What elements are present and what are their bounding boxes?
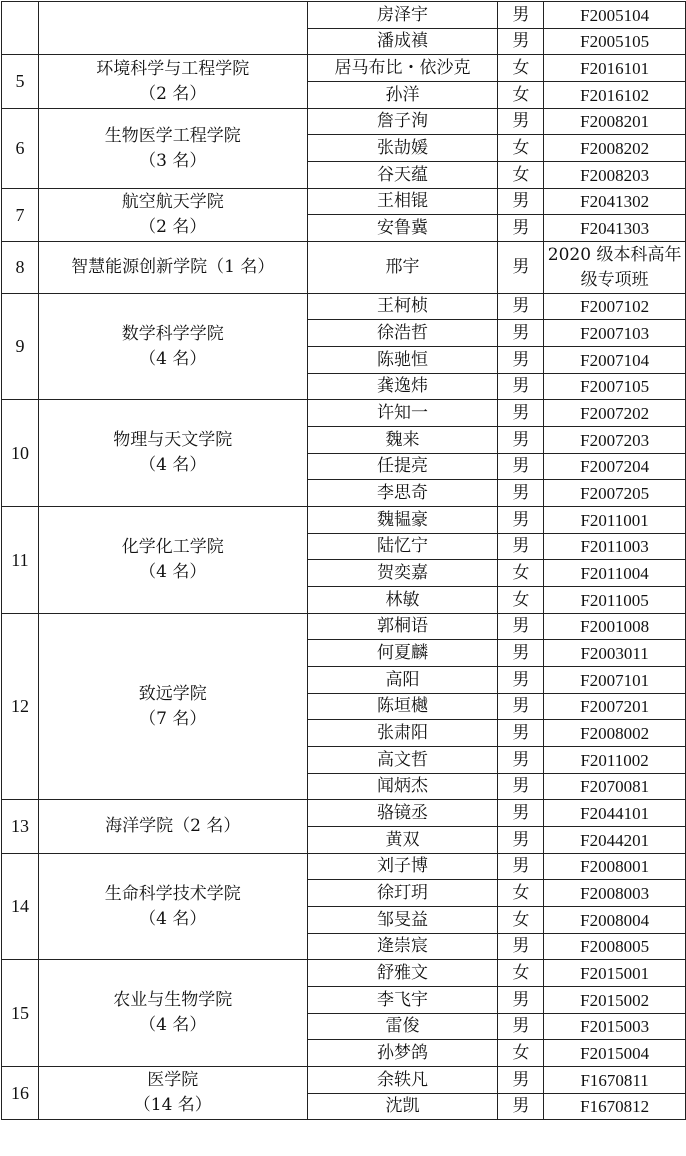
college-name (38, 614, 307, 800)
table-row (2, 1067, 686, 1094)
table-row (2, 2, 686, 29)
student-gender: 女 (498, 587, 544, 614)
college-quota: （4 名） (139, 1015, 207, 1035)
student-gender: 男 (498, 507, 544, 534)
college-quota: （2 名） (139, 83, 207, 104)
student-name: 骆镜丞 (307, 800, 498, 827)
student-gender: 男 (498, 1014, 544, 1040)
college-quota: （4 名） (139, 562, 207, 582)
student-gender: 女 (498, 880, 544, 907)
student-id: F2070081 (544, 774, 686, 800)
student-name: 舒雅文 (307, 960, 498, 987)
sequence-number: 10 (2, 400, 39, 507)
college-name (38, 189, 307, 242)
college-title: 致远学院 (138, 683, 207, 704)
student-gender: 女 (498, 162, 544, 189)
student-gender: 男 (498, 480, 544, 507)
college-name (38, 507, 307, 614)
student-name: 逄崇宸 (307, 934, 498, 960)
college-title: 生物医学工程学院 (104, 125, 241, 146)
student-name: 房泽宇 (307, 2, 498, 29)
student-id: F2015001 (544, 960, 686, 987)
table-row (2, 854, 686, 880)
student-id: F2007101 (544, 667, 686, 694)
college-name (38, 109, 307, 189)
student-name: 王柯桢 (307, 294, 498, 320)
student-id: F2005104 (544, 2, 686, 29)
college-quota: （14 名） (133, 1095, 212, 1115)
student-gender: 男 (498, 29, 544, 55)
college-name (38, 242, 307, 294)
student-name: 贺奕嘉 (307, 560, 498, 587)
student-name: 何夏麟 (307, 640, 498, 667)
student-id: F2008002 (544, 720, 686, 747)
student-name: 高文哲 (307, 747, 498, 774)
student-id: F1670812 (544, 1094, 686, 1120)
student-gender: 男 (498, 934, 544, 960)
student-id: F2015004 (544, 1040, 686, 1067)
college-name (38, 854, 307, 960)
college-title: 医学院 (147, 1070, 199, 1090)
college-title: 环境科学与工程学院 (96, 58, 250, 79)
student-gender: 男 (498, 374, 544, 400)
student-id: F2011005 (544, 587, 686, 614)
student-class: 2020 级本科高年级专项班 (544, 242, 686, 294)
student-name: 林敏 (307, 587, 498, 614)
student-id: F2005105 (544, 29, 686, 55)
student-name: 邢宇 (307, 242, 498, 294)
student-id: F2007103 (544, 320, 686, 347)
table-row (2, 400, 686, 427)
table-row (2, 507, 686, 534)
sequence-number (2, 2, 39, 55)
student-name: 孙梦鸽 (307, 1040, 498, 1067)
student-name: 陈驰恒 (307, 347, 498, 374)
student-gender: 男 (498, 320, 544, 347)
student-gender: 男 (498, 747, 544, 774)
sequence-number: 13 (2, 800, 39, 854)
student-gender: 女 (498, 1040, 544, 1067)
student-id: F2011003 (544, 534, 686, 560)
student-gender: 男 (498, 667, 544, 694)
student-id: F2003011 (544, 640, 686, 667)
sequence-number: 11 (2, 507, 39, 614)
student-gender: 男 (498, 774, 544, 800)
student-name: 居马布比・依沙克 (307, 55, 498, 82)
student-gender: 男 (498, 800, 544, 827)
student-id: F2001008 (544, 614, 686, 640)
college-title: 化学化工学院 (121, 537, 224, 557)
student-id: F2007102 (544, 294, 686, 320)
student-name: 李思奇 (307, 480, 498, 507)
college-quota: （4 名） (139, 348, 207, 369)
student-name: 陆忆宁 (307, 534, 498, 560)
student-id: F2007204 (544, 454, 686, 480)
student-gender: 男 (498, 534, 544, 560)
student-gender: 男 (498, 109, 544, 135)
student-gender: 女 (498, 82, 544, 109)
college-name (38, 55, 307, 109)
table-row (2, 55, 686, 82)
student-id: F2044101 (544, 800, 686, 827)
student-name: 郭桐语 (307, 614, 498, 640)
award-list-table (1, 1, 686, 1120)
student-id: F2008003 (544, 880, 686, 907)
sequence-number: 15 (2, 960, 39, 1067)
student-name: 刘子博 (307, 854, 498, 880)
student-gender: 男 (498, 454, 544, 480)
student-name: 沈凯 (307, 1094, 498, 1120)
student-gender: 男 (498, 854, 544, 880)
sequence-number: 5 (2, 55, 39, 109)
student-gender: 男 (498, 2, 544, 29)
college-quota: （4 名） (139, 908, 207, 929)
student-id: F1670811 (544, 1067, 686, 1094)
college-quota: （2 名） (139, 217, 207, 237)
student-id: F2007205 (544, 480, 686, 507)
college-name (38, 960, 307, 1067)
student-name: 余轶凡 (307, 1067, 498, 1094)
college-title: 海洋学院（2 名） (105, 816, 241, 836)
student-gender: 男 (498, 427, 544, 454)
student-name: 谷天蕴 (307, 162, 498, 189)
sequence-number: 8 (2, 242, 39, 294)
student-id: F2041303 (544, 215, 686, 242)
student-gender: 女 (498, 907, 544, 934)
student-name: 魏韫豪 (307, 507, 498, 534)
table-row (2, 242, 686, 294)
student-name: 潘成禛 (307, 29, 498, 55)
student-name: 徐浩哲 (307, 320, 498, 347)
college-quota: （3 名） (139, 150, 207, 171)
student-gender: 男 (498, 400, 544, 427)
student-name: 任提亮 (307, 454, 498, 480)
student-gender: 男 (498, 640, 544, 667)
college-title: 智慧能源创新学院（1 名） (71, 257, 275, 277)
student-id: F2011001 (544, 507, 686, 534)
student-name: 高阳 (307, 667, 498, 694)
student-name: 李飞宇 (307, 987, 498, 1014)
college-name (38, 2, 307, 55)
student-gender: 男 (498, 294, 544, 320)
student-name: 张劼媛 (307, 135, 498, 162)
college-title: 航空航天学院 (121, 192, 224, 212)
college-quota: （7 名） (139, 708, 207, 729)
student-id: F2007203 (544, 427, 686, 454)
college-name (38, 294, 307, 400)
student-name: 闻炳杰 (307, 774, 498, 800)
student-gender: 男 (498, 215, 544, 242)
table-row (2, 109, 686, 135)
student-gender: 男 (498, 347, 544, 374)
sequence-number: 7 (2, 189, 39, 242)
student-id: F2008203 (544, 162, 686, 189)
student-id: F2008201 (544, 109, 686, 135)
student-name: 陈垣樾 (307, 694, 498, 720)
college-quota: （4 名） (139, 455, 207, 475)
sequence-number: 9 (2, 294, 39, 400)
student-gender: 男 (498, 694, 544, 720)
student-name: 黄双 (307, 827, 498, 854)
student-name: 雷俊 (307, 1014, 498, 1040)
student-name: 徐玎玥 (307, 880, 498, 907)
student-gender: 男 (498, 720, 544, 747)
student-name: 安鲁冀 (307, 215, 498, 242)
sequence-number: 16 (2, 1067, 39, 1120)
student-id: F2011002 (544, 747, 686, 774)
sequence-number: 6 (2, 109, 39, 189)
student-id: F2007104 (544, 347, 686, 374)
student-id: F2008202 (544, 135, 686, 162)
student-id: F2007105 (544, 374, 686, 400)
student-id: F2015003 (544, 1014, 686, 1040)
student-id: F2007202 (544, 400, 686, 427)
student-id: F2011004 (544, 560, 686, 587)
student-name: 詹子洵 (307, 109, 498, 135)
student-name: 王相锟 (307, 189, 498, 215)
student-name: 龚逸炜 (307, 374, 498, 400)
table-row (2, 294, 686, 320)
student-id: F2008001 (544, 854, 686, 880)
student-gender: 女 (498, 560, 544, 587)
college-name (38, 1067, 307, 1120)
sequence-number: 12 (2, 614, 39, 800)
college-title: 物理与天文学院 (113, 430, 233, 450)
table-row (2, 960, 686, 987)
student-gender: 女 (498, 135, 544, 162)
student-id: F2044201 (544, 827, 686, 854)
student-gender: 男 (498, 987, 544, 1014)
table-row (2, 189, 686, 215)
student-gender: 男 (498, 189, 544, 215)
student-name: 许知一 (307, 400, 498, 427)
student-id: F2007201 (544, 694, 686, 720)
student-name: 张肃阳 (307, 720, 498, 747)
student-gender: 男 (498, 1094, 544, 1120)
college-title: 农业与生物学院 (113, 990, 233, 1010)
student-name: 邹旻益 (307, 907, 498, 934)
student-id: F2008004 (544, 907, 686, 934)
table-row (2, 800, 686, 827)
student-id: F2016101 (544, 55, 686, 82)
student-id: F2015002 (544, 987, 686, 1014)
student-gender: 女 (498, 55, 544, 82)
sequence-number: 14 (2, 854, 39, 960)
student-gender: 男 (498, 614, 544, 640)
student-id: F2041302 (544, 189, 686, 215)
table-row (2, 614, 686, 640)
student-id: F2008005 (544, 934, 686, 960)
student-gender: 男 (498, 242, 544, 294)
college-name (38, 400, 307, 507)
student-id: F2016102 (544, 82, 686, 109)
student-gender: 男 (498, 827, 544, 854)
college-title: 数学科学学院 (121, 323, 224, 344)
student-name: 魏来 (307, 427, 498, 454)
college-name (38, 800, 307, 854)
student-name: 孙洋 (307, 82, 498, 109)
student-gender: 女 (498, 960, 544, 987)
college-title: 生命科学技术学院 (104, 883, 241, 904)
student-gender: 男 (498, 1067, 544, 1094)
